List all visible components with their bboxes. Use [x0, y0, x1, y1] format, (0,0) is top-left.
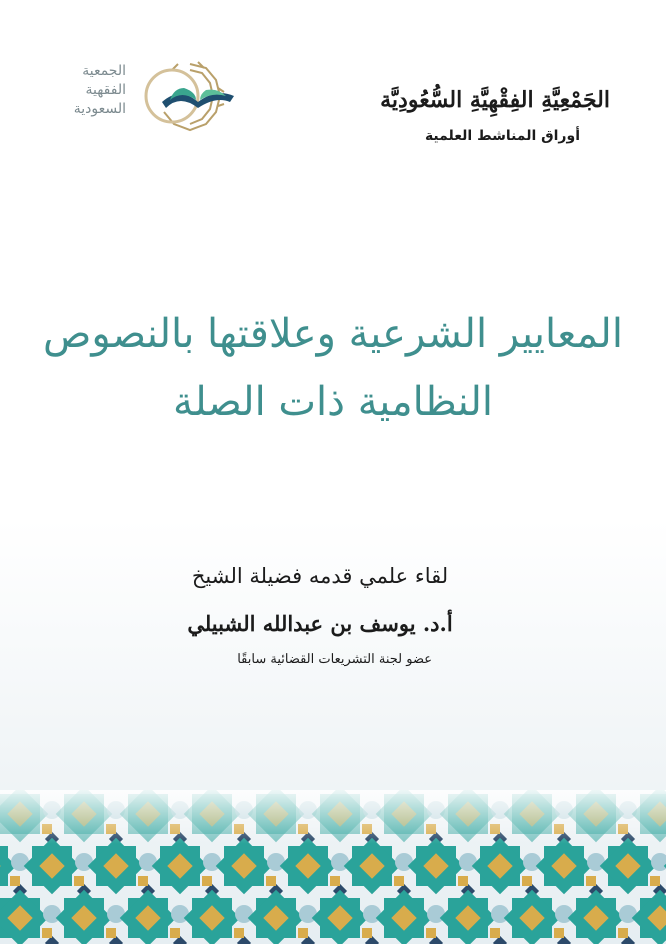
presenter-role: عضو لجنة التشريعات القضائية سابقًا [237, 652, 432, 667]
logo-line-1: الجمعية [82, 63, 126, 79]
society-logo-icon [132, 58, 244, 140]
geometric-pattern [0, 790, 666, 944]
logo-text [54, 62, 126, 119]
title-line-2: النظامية ذات الصلة [173, 379, 493, 425]
org-name: الجَمْعِيَّةِ الفِقْهِيَّةِ السُّعُودِيَّة [380, 87, 610, 113]
presenter-block [150, 560, 490, 670]
presenter-intro: لقاء علمي قدمه فضيلة الشيخ [191, 564, 449, 588]
document-title [40, 300, 626, 436]
org-header [350, 84, 610, 144]
logo-line-2: الفقهية [85, 82, 126, 98]
title-line-1: المعايير الشرعية وعلاقتها بالنصوص [43, 311, 623, 357]
logo-line-3: السعودية [73, 101, 126, 117]
society-logo [54, 58, 244, 140]
presenter-name: أ.د. يوسف بن عبدالله الشبيلي [187, 611, 453, 636]
series-name: أوراق المناشط العلمية [424, 128, 580, 144]
